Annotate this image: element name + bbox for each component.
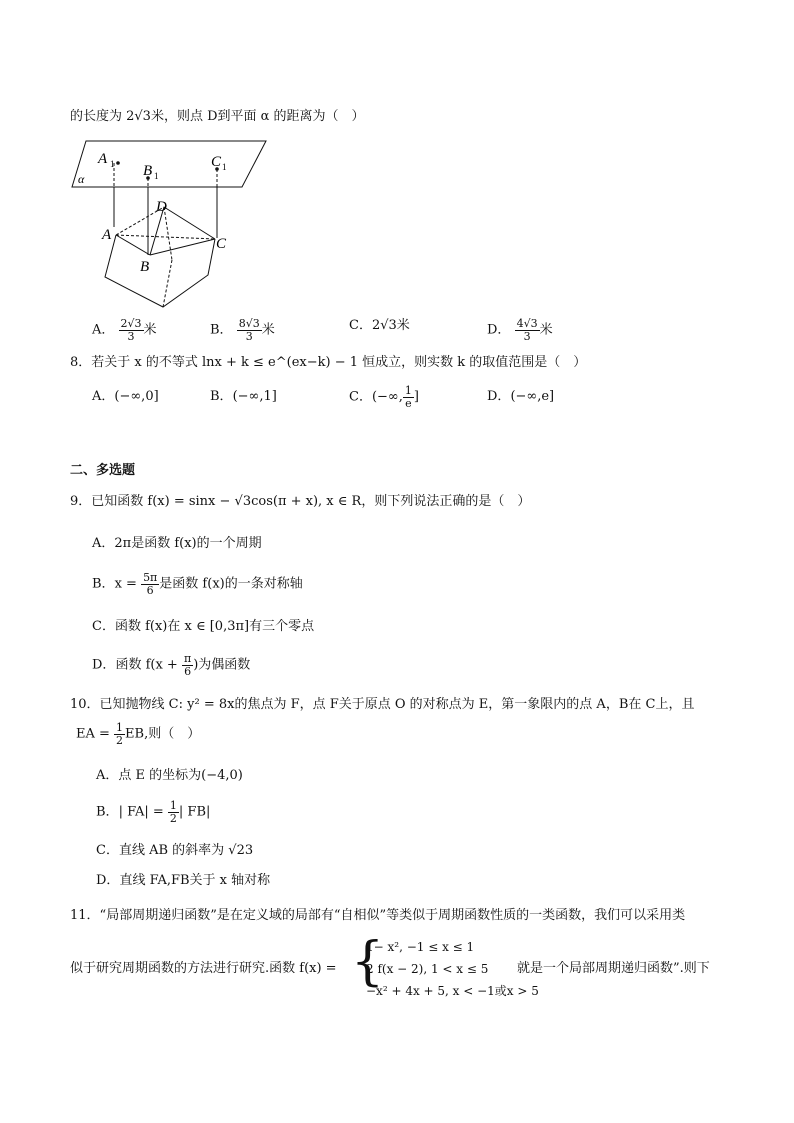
q11-stem: 11．“局部周期递归函数”是在定义域的局部有“自相似”等类似于周期函数性质的一类函数，我们可以采用类 <box>70 908 686 923</box>
q10-stem: 10．已知抛物线 C: y² = 8x的焦点为 F，点 F关于原点 O 的对称点为 E，第一象限内的点 A，B在 C上，且 <box>70 697 695 712</box>
q9-option-c: C．函数 f(x)在 x ∈ [0,3π]有三个零点 <box>92 619 315 634</box>
q10-stem-line2: EA = $\frac{1}{2}$ EB,则（ ） <box>76 721 201 747</box>
q8-option-d: D．(−∞,e] <box>487 389 555 404</box>
label-C: C <box>216 236 227 252</box>
label-C1: C <box>211 154 222 170</box>
q7-figure <box>60 135 280 315</box>
label-B: B <box>140 259 150 275</box>
q7-stem-tail: 的长度为 2√3米，则点 D到平面 α 的距离为（ ） <box>70 109 365 124</box>
label-B1-sub: 1 <box>154 171 159 181</box>
q7-option-a: A． $\frac{2√3}{3}$ 米 <box>92 317 157 343</box>
label-B1: B <box>143 163 153 179</box>
q7-option-b: B． $\frac{8√3}{3}$ 米 <box>210 317 275 343</box>
q9-option-b: B．x = $\frac{5\pi}{6}$ 是函数 f(x)的一条对称轴 <box>92 571 303 597</box>
q8-stem: 8．若关于 x 的不等式 lnx + k ≤ e^(ex−k) − 1 恒成立，则实数 k 的取值范围是（ ） <box>70 355 587 370</box>
q11-stem-line3: 就是一个局部周期递归函数”.则下 <box>517 961 710 976</box>
q10-option-c: C．直线 AB 的斜率为 √23 <box>96 843 254 858</box>
section-title: 二、多选题 <box>70 463 136 478</box>
q7-option-d: D． $\frac{4√3}{3}$ 米 <box>487 317 553 343</box>
case-3: −x² + 4x + 5, x < −1或x > 5 <box>366 984 539 998</box>
q8-option-c: C．(−∞, $\frac{1}{e}$ ] <box>349 384 419 410</box>
q8-option-b: B．(−∞,1] <box>210 389 277 404</box>
label-A: A <box>102 227 112 243</box>
label-C1-sub: 1 <box>222 162 227 172</box>
q9-option-a: A．2π是函数 f(x)的一个周期 <box>92 536 262 551</box>
q10-option-b: B．| FA| = $\frac{1}{2}$ | FB| <box>96 799 211 825</box>
cases-brace: { <box>351 932 385 992</box>
q8-option-a: A．(−∞,0] <box>92 389 159 404</box>
q7-option-c: C．2√3米 <box>349 318 410 333</box>
q10-option-d: D．直线 FA,FB关于 x 轴对称 <box>96 873 271 888</box>
label-alpha: α <box>78 172 85 186</box>
label-A1-sub: 1 <box>110 159 115 169</box>
q9-option-d: D．函数 f(x + $\frac{\pi}{6}$ )为偶函数 <box>92 652 251 678</box>
q9-stem: 9．已知函数 f(x) = sinx − √3cos(π + x), x ∈ R，则下列说法正确的是（ ） <box>70 494 531 509</box>
q10-option-a: A．点 E 的坐标为(−4,0) <box>96 768 243 783</box>
case-1: 1− x², −1 ≤ x ≤ 1 <box>366 940 475 954</box>
label-A1: A <box>98 151 108 167</box>
label-D: D <box>156 199 167 215</box>
q11-stem-line2: 似于研究周期函数的方法进行研究.函数 f(x) = <box>70 961 337 976</box>
case-2: 2 f(x − 2), 1 < x ≤ 5 <box>366 962 489 976</box>
